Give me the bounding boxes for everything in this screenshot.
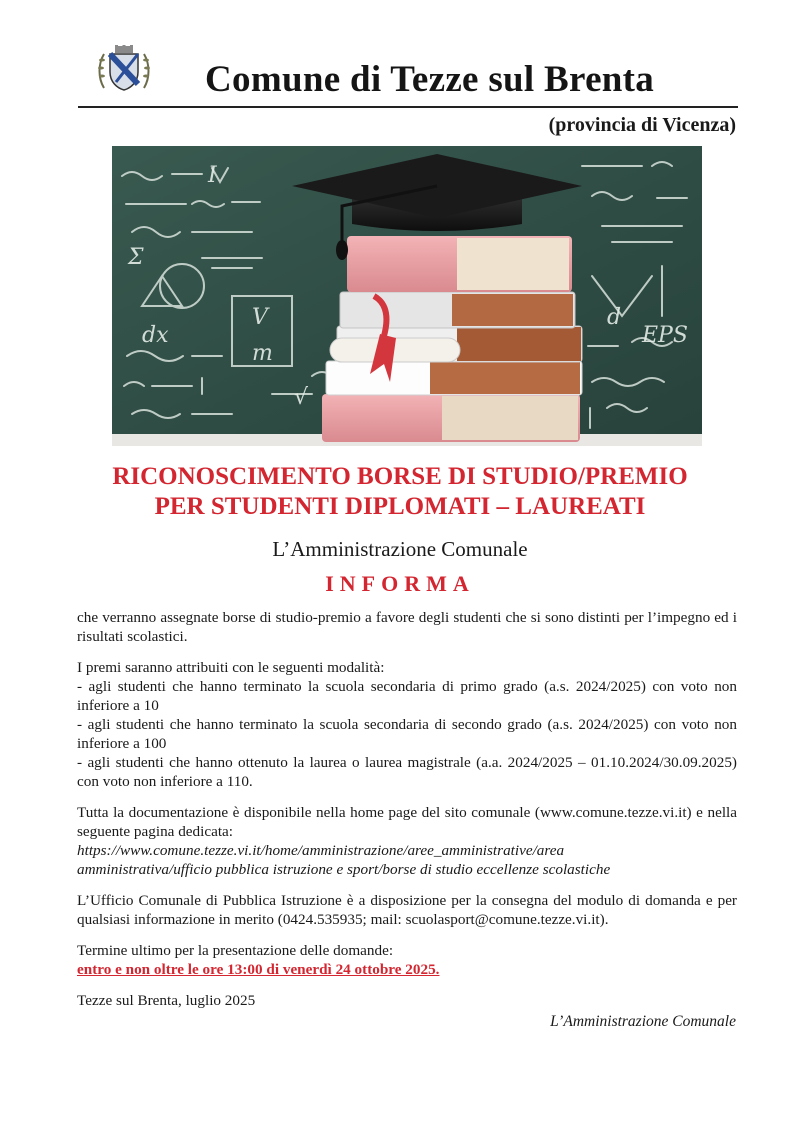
administration-label: L’Amministrazione Comunale	[272, 537, 528, 561]
province-subtitle: (provincia di Vicenza)	[548, 114, 736, 136]
modality-item: - agli studenti che hanno ottenuto la laurea o laurea magistrale (a.a. 2024/2025 – 01.10.2024/30.09.2025) con voto non inferiore a 110.	[77, 754, 737, 790]
board-mark: dx	[142, 323, 169, 348]
modality-item: - agli studenti che hanno terminato la scuola secondaria di primo grado (a.s. 2024/2025) con voto non inferiore a 10	[77, 678, 737, 714]
modalities-intro: I premi saranno attribuiti con le seguenti modalità:	[77, 659, 385, 676]
documentation-paragraph: Tutta la documentazione è disponibile nella home page del sito comunale (www.comune.tezze.vi.it) e nella seguente pagina dedicata:	[77, 804, 737, 840]
graduation-books-image	[112, 146, 702, 446]
deadline-intro: Termine ultimo per la presentazione delle domande:	[77, 942, 394, 959]
municipal-crest-icon	[96, 44, 152, 94]
informa-heading: INFORMA	[325, 571, 475, 596]
modality-item: - agli studenti che hanno terminato la scuola secondaria di secondo grado (a.s. 2024/2025) con voto non inferiore a 100	[77, 716, 737, 752]
notice-body	[77, 608, 737, 1010]
headline	[60, 462, 740, 522]
board-mark: EPS	[642, 323, 688, 348]
deadline-text: entro e non oltre le ore 13:00 di venerdì 24 ottobre 2025.	[77, 961, 440, 978]
place-date: Tezze sul Brenta, luglio 2025	[77, 992, 256, 1009]
board-mark: I	[208, 163, 217, 188]
header-rule	[78, 106, 738, 108]
board-mark: d	[607, 305, 622, 330]
office-paragraph: L’Ufficio Comunale di Pubblica Istruzione è a disposizione per la consegna del modulo di domanda e per qualsiasi informazione in merito (0424.535935; mail: scuolasport@comune.tezze.vi.it).	[77, 892, 737, 928]
signature-line: L’Amministrazione Comunale	[550, 1013, 736, 1030]
municipality-title: Comune di Tezze sul Brenta	[205, 59, 655, 100]
board-mark: Σ	[128, 245, 144, 270]
board-mark: √	[294, 385, 309, 410]
documentation-link-line-1[interactable]: https://www.comune.tezze.vi.it/home/amministrazione/aree_amministrative/area	[77, 842, 565, 859]
documentation-link[interactable]	[77, 841, 737, 879]
documentation-link-line-2[interactable]: amministrativa/ufficio pubblica istruzione e sport/borse di studio eccellenze scolastiche	[77, 861, 611, 878]
headline-line-1: RICONOSCIMENTO BORSE DI STUDIO/PREMIO	[112, 463, 688, 490]
board-mark: V	[252, 305, 268, 330]
board-mark: m	[252, 341, 273, 366]
intro-paragraph: che verranno assegnate borse di studio-premio a favore degli studenti che si sono distinti per l’impegno ed i risultati scolastici.	[77, 609, 737, 645]
hero-image	[112, 146, 702, 446]
headline-line-2: PER STUDENTI DIPLOMATI – LAUREATI	[154, 493, 646, 520]
